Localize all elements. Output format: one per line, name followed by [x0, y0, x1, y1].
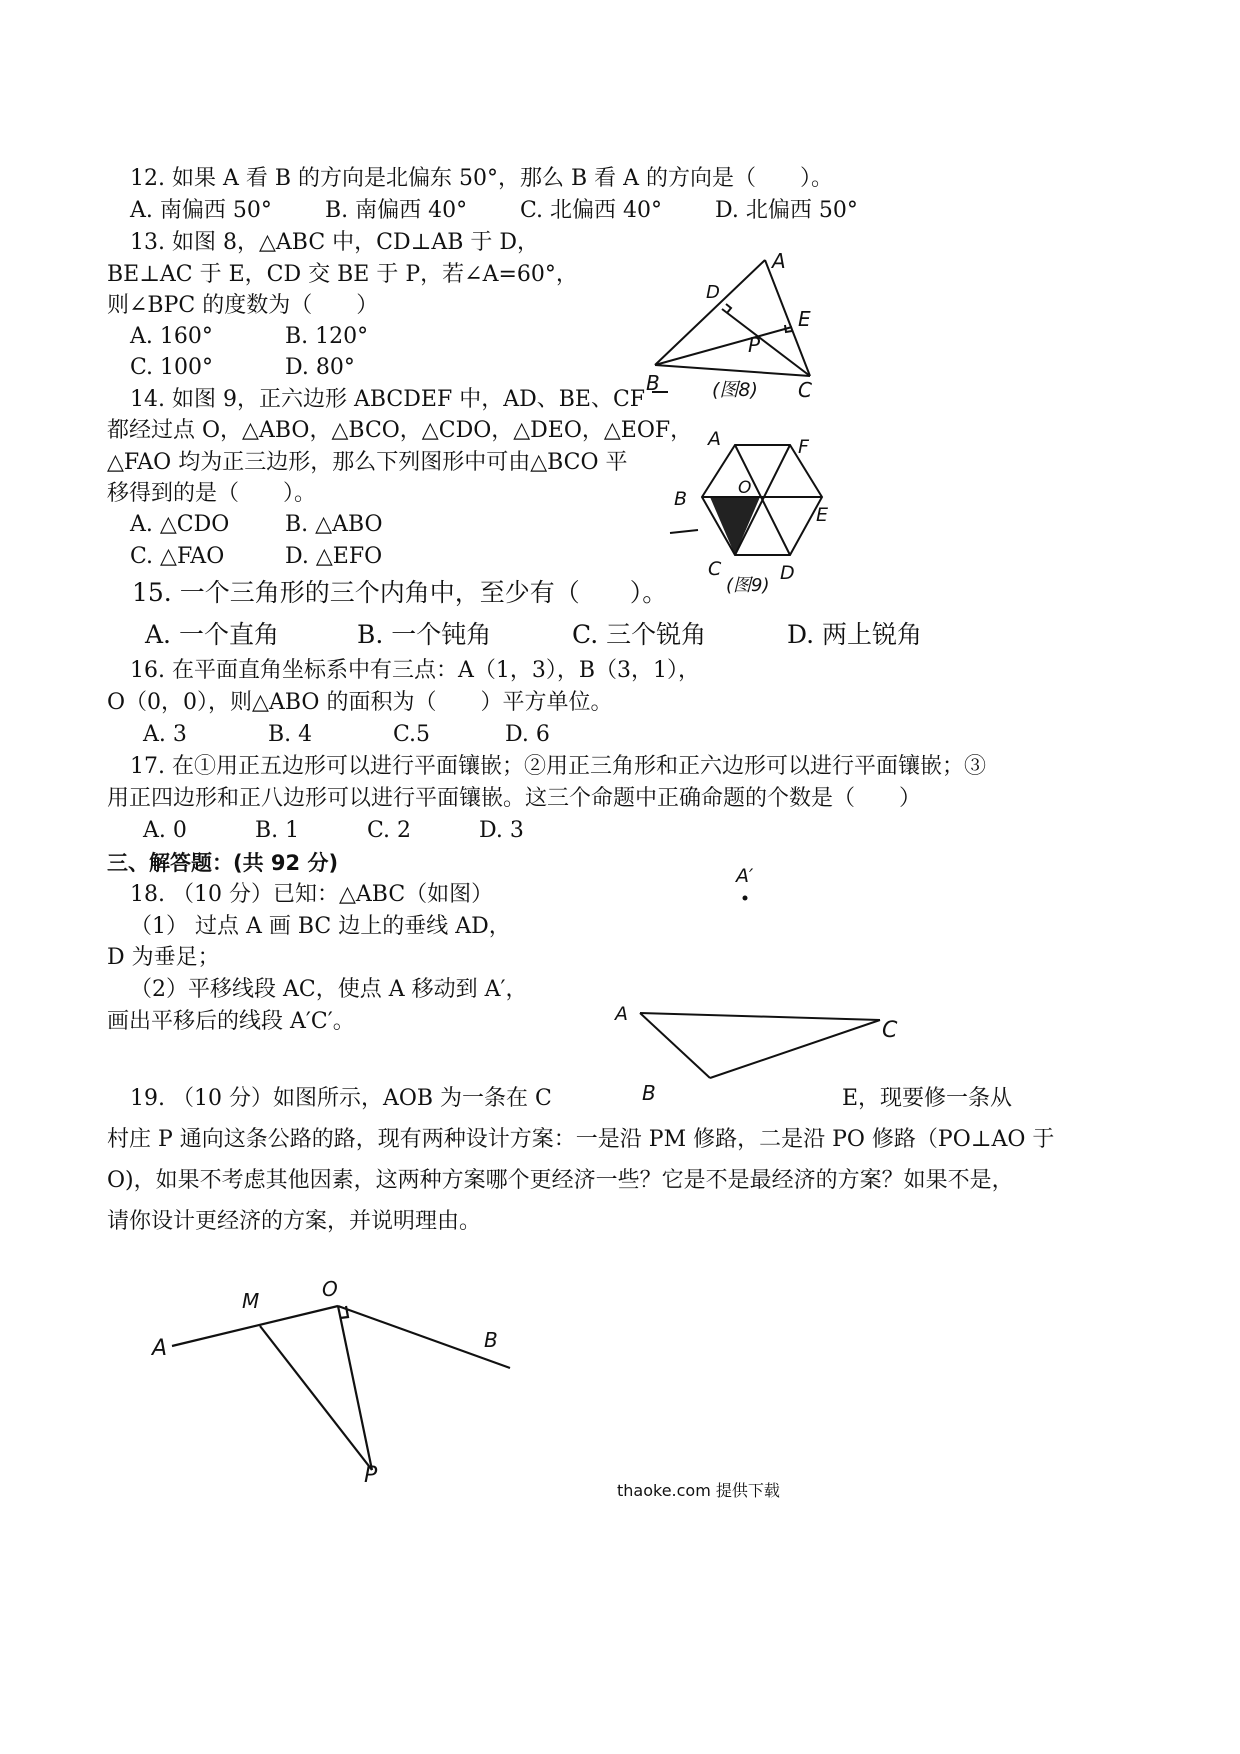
q15-stem: 15. 一个三角形的三个内角中，至少有（ ）。 — [132, 578, 668, 607]
q19-line3: O)，如果不考虑其他因素，这两种方案哪个更经济一些？它是不是最经济的方案？如果不是， — [107, 1168, 1014, 1193]
q14-options-row1 — [130, 510, 383, 540]
q13-option-b: B. 120° — [285, 324, 369, 349]
fig18-side-ac — [640, 1013, 880, 1020]
fig19-label-o: O — [322, 1277, 338, 1301]
fig9-label-e: E — [816, 504, 829, 526]
q16-option-b: B. 4 — [268, 722, 313, 747]
q16-line1: 16. 在平面直角坐标系中有三点：A（1，3），B（3，1）， — [130, 658, 701, 683]
fig8-side-bc — [655, 365, 810, 376]
q12-options — [130, 196, 858, 226]
fig19-label-b: B — [484, 1328, 498, 1352]
q14-line3: △FAO 均为正三边形，那么下列图形中可由△BCO 平 — [107, 450, 628, 475]
section-heading: 三、解答题：(共 92 分) — [107, 851, 339, 875]
q14-option-b: B. △ABO — [285, 512, 383, 537]
q17-option-a: A. 0 — [143, 818, 187, 843]
q16-option-d: D. 6 — [505, 722, 550, 747]
q19-line1-right: E，现要修一条从 — [842, 1086, 1013, 1111]
q13-line3: 则∠BPC 的度数为（ ） — [107, 293, 379, 318]
fig19-path-pm — [260, 1326, 372, 1470]
fig8-label-a: A — [772, 249, 786, 273]
fig19-label-p: P — [364, 1463, 378, 1488]
q15-options — [145, 620, 922, 650]
fig9-stray-mark — [670, 530, 698, 533]
q18-line1: 18. （10 分）已知：△ABC（如图） — [130, 882, 494, 907]
q14-line4: 移得到的是（ ）。 — [107, 481, 317, 506]
fig18-label-c: C — [882, 1018, 898, 1043]
q14-option-a: A. △CDO — [130, 512, 230, 537]
q12-option-b: B. 南偏西 40° — [325, 198, 468, 223]
q19-line4: 请你设计更经济的方案，并说明理由。 — [107, 1209, 482, 1234]
fig8-label-e: E — [798, 307, 811, 331]
fig8-label-c: C — [798, 378, 812, 402]
fig18-point-a-prime — [743, 896, 748, 901]
fig8-caption: (图8) — [712, 379, 758, 401]
q13-option-c: C. 100° — [130, 355, 214, 380]
q14-options-row2 — [130, 542, 382, 572]
figure-9 — [660, 425, 860, 600]
fig8-label-p: P — [748, 333, 761, 357]
q13-options-row1 — [130, 322, 368, 352]
q15-option-a: A. 一个直角 — [145, 620, 279, 649]
fig9-label-o: O — [738, 478, 752, 498]
q12-option-c: C. 北偏西 40° — [520, 198, 663, 223]
q17-line1: 17. 在①用正五边形可以进行平面镶嵌；②用正三角形和正六边形可以进行平面镶嵌；③ — [130, 754, 986, 779]
q15-option-d: D. 两上锐角 — [787, 620, 923, 649]
q17-option-b: B. 1 — [255, 818, 300, 843]
q19-line1-left: 19. （10 分）如图所示，AOB 为一条在 C — [130, 1086, 552, 1111]
fig9-label-b: B — [674, 488, 688, 510]
fig9-label-c: C — [708, 558, 722, 580]
q17-option-d: D. 3 — [479, 818, 524, 843]
fig19-path-po — [338, 1306, 372, 1470]
q13-line1: 13. 如图 8，△ABC 中，CD⊥AB 于 D， — [130, 230, 540, 255]
fig18-label-b: B — [642, 1081, 656, 1105]
q16-line2: O（0，0），则△ABO 的面积为（ ）平方单位。 — [107, 690, 613, 715]
q18-line3: D 为垂足； — [107, 945, 220, 970]
q15-option-b: B. 一个钝角 — [357, 620, 492, 649]
q12-stem: 12. 如果 A 看 B 的方向是北偏东 50°，那么 B 看 A 的方向是（ ）。 — [130, 166, 834, 191]
q14-option-c: C. △FAO — [130, 544, 225, 569]
q12-option-d: D. 北偏西 50° — [715, 198, 858, 223]
q16-options — [143, 720, 550, 750]
q16-option-c: C.5 — [393, 722, 431, 747]
fig19-label-m: M — [242, 1289, 260, 1313]
q12-option-a: A. 南偏西 50° — [130, 198, 272, 223]
q13-option-a: A. 160° — [130, 324, 213, 349]
q18-line5: 画出平移后的线段 A′C′。 — [107, 1009, 355, 1034]
fig19-label-a: A — [152, 1336, 168, 1361]
q15-option-c: C. 三个锐角 — [572, 620, 707, 649]
fig9-label-a: A — [708, 428, 721, 450]
q13-option-d: D. 80° — [285, 355, 355, 380]
q17-line2: 用正四边形和正八边形可以进行平面镶嵌。这三个命题中正确命题的个数是（ ） — [107, 786, 922, 811]
q19-line2: 村庄 P 通向这条公路的路，现有两种设计方案：一是沿 PM 修路，二是沿 PO 修路（PO⊥AO 于 — [107, 1127, 1055, 1152]
figure-8 — [630, 240, 850, 415]
fig9-label-d: D — [780, 562, 795, 584]
fig9-label-f: F — [798, 436, 809, 458]
fig18-label-a-prime: A′ — [736, 865, 754, 887]
fig18-side-bc — [710, 1020, 880, 1078]
figure-18 — [600, 850, 930, 1105]
q14-option-d: D. △EFO — [285, 544, 383, 569]
fig18-side-ab — [640, 1013, 710, 1078]
fig18-label-a: A — [615, 1003, 628, 1025]
figure-19 — [140, 1260, 560, 1490]
q18-line2: （1） 过点 A 画 BC 边上的垂线 AD， — [130, 914, 511, 939]
fig8-label-d: D — [706, 282, 720, 303]
footer-watermark: thaoke.com 提供下载 — [617, 1481, 780, 1500]
q18-line4: （2）平移线段 AC，使点 A 移动到 A′， — [130, 977, 528, 1002]
q16-option-a: A. 3 — [143, 722, 187, 747]
fig9-caption: (图9) — [726, 575, 770, 596]
q13-line2: BE⊥AC 于 E，CD 交 BE 于 P，若∠A=60°， — [107, 262, 578, 287]
q13-options-row2 — [130, 353, 355, 383]
q17-options — [143, 816, 524, 846]
q14-line2: 都经过点 O，△ABO，△BCO，△CDO，△DEO，△EOF， — [107, 418, 693, 443]
q17-option-c: C. 2 — [367, 818, 412, 843]
fig8-label-b: B — [646, 371, 660, 395]
q14-line1: 14. 如图 9，正六边形 ABCDEF 中，AD、BE、CF — [130, 387, 646, 412]
